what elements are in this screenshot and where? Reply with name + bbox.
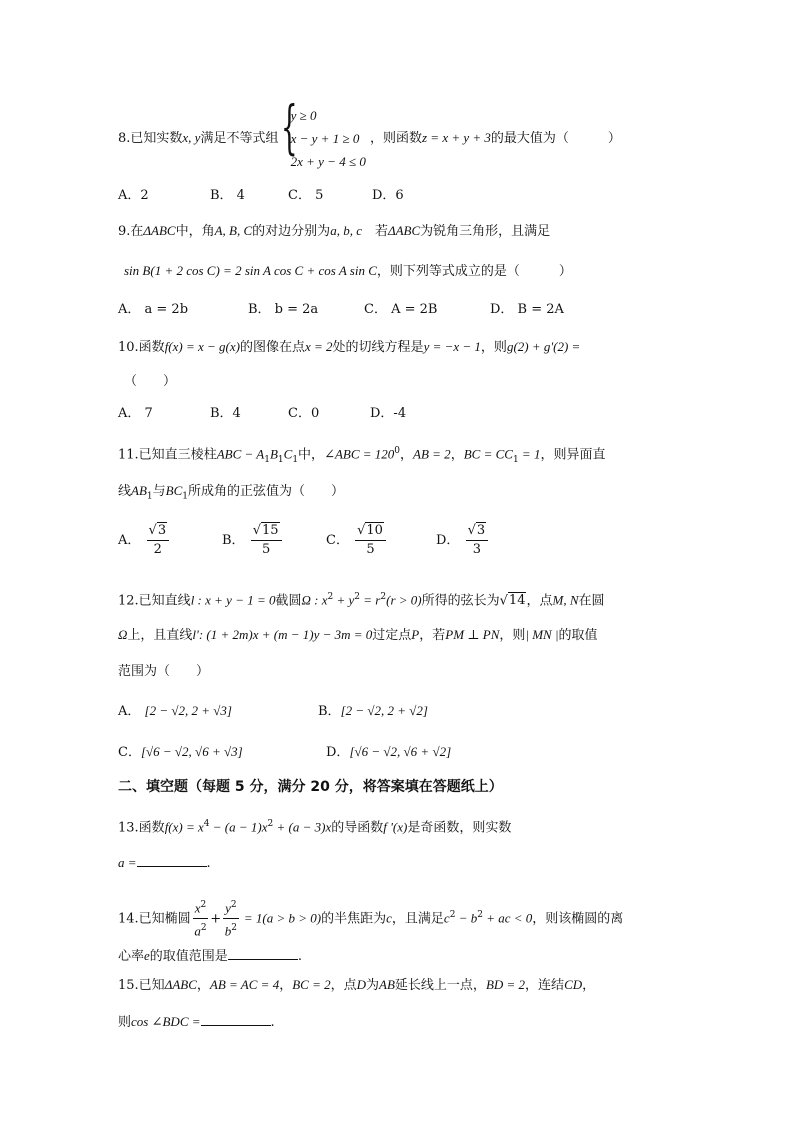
q15-text: ，连结: [525, 978, 565, 993]
q11-bc1: BC: [165, 483, 183, 498]
q11-option-c: [326, 522, 388, 559]
fraction-numerator: 3: [476, 523, 486, 538]
q8-inequality-system: [280, 93, 366, 173]
q14-period: .: [297, 949, 302, 964]
q11-ab1: AB: [131, 483, 147, 498]
q8-option-a: A．2: [118, 188, 149, 203]
q11-text: 中，: [298, 447, 325, 463]
q12-option-label: A．: [118, 704, 141, 719]
q15-triangle: ΔABC: [164, 977, 197, 992]
question-13-line-2: [118, 852, 211, 873]
q12-option-label: B．: [318, 704, 341, 719]
q10-text: 的图像在点: [239, 340, 305, 355]
q14-text: 14.已知椭圆: [118, 911, 191, 927]
question-12-line-3: 范围为（ ）: [118, 664, 210, 679]
q12-option-label: C．: [118, 745, 141, 760]
q8-ineq-3: 2x + y − 4 ≤ 0: [290, 154, 366, 169]
q13-function: + (a − 3)x: [273, 819, 332, 835]
q12-chord-length: 14: [508, 593, 526, 609]
q9-triangle: ΔABC: [387, 223, 421, 238]
q13-function: f(x) = x: [164, 819, 204, 835]
q12-points: M, N: [552, 592, 579, 608]
q12-text: 的取值: [558, 628, 598, 643]
fraction-numerator: 10: [366, 523, 383, 538]
q12-option-d-value: [√6 − √2, √6 + √2]: [349, 744, 452, 759]
q12-line: l : x + y − 1 = 0: [190, 592, 276, 608]
q10-text: 10.函数: [118, 340, 165, 355]
fraction-denominator: 5: [366, 542, 375, 557]
q11-angle: ∠ABC = 120: [324, 446, 395, 462]
q11-option-label: C．: [326, 533, 349, 548]
q15-text: 则: [118, 1015, 132, 1030]
q9-text: 中，角: [175, 224, 215, 239]
q11-option-label: D．: [436, 533, 460, 548]
q9-text: 的对边分别为: [252, 224, 331, 239]
q9-text: 若: [361, 224, 388, 239]
q11-text: ，则异面直: [540, 447, 606, 463]
fraction-denominator: 5: [261, 542, 271, 557]
question-11-line-1: 11.已知直三棱柱ABC − $A_1B_1C_1$中，∠ABC = $120^0$，AB = 2，BC = $CC_1 = 1$，则异面直: [118, 446, 606, 465]
q14-condition: = 1(a > b > 0): [240, 910, 322, 926]
question-10-line-2: （ ）: [124, 374, 177, 389]
q15-answer-blank[interactable]: [201, 1011, 271, 1026]
q15-text: 15.已知: [118, 978, 165, 993]
q12-perpendicular: PM ⊥ PN: [445, 627, 500, 642]
q8-ineq-2: x − y + 1 ≥ 0: [290, 131, 360, 146]
q8-vars: x, y: [182, 130, 201, 145]
q10-function: f(x) = x − g(x): [164, 339, 240, 354]
q14-answer-blank[interactable]: [228, 945, 298, 960]
q11-text: ，: [400, 447, 414, 463]
q10-option-b: B．4: [210, 406, 241, 421]
q15-ab: AB: [379, 977, 395, 992]
q13-text: 的导函数: [331, 820, 384, 836]
question-8: [118, 93, 621, 173]
q11-text: 11.已知直三棱柱: [118, 447, 217, 463]
q12-option-a-value: [2 − √2, 2 + √3]: [144, 703, 232, 718]
q9-text: ，则下列等式成立的是（ ）: [376, 264, 572, 279]
q15-text: ，点: [330, 978, 357, 993]
q8-option-c: C． 5: [288, 188, 324, 203]
q11-option-label: B．: [222, 533, 245, 548]
q12-text: 上，且直线: [127, 628, 193, 643]
q14-text: 的半焦距为: [321, 911, 387, 927]
fraction-numerator: 3: [157, 523, 167, 538]
q11-prism: B: [269, 446, 278, 462]
q12-text: 所得的弦长为: [421, 593, 500, 609]
q9-option-d: D． B = 2A: [490, 302, 564, 317]
question-14-line-1: 14.已知椭圆 $\frac{x^2}{a^2}$ + $\frac{y^2}{b^2}$ = 1(a > b > 0)的半焦距为c，且满足$c^2 - b^2$ + ac < 0，则该椭圆的离: [118, 896, 623, 942]
q8-text-4: 的最大值为（ ）: [490, 131, 621, 146]
q12-omega: Ω: [118, 627, 128, 642]
q9-triangle: ΔABC: [143, 223, 176, 238]
q14-inequality: − b: [455, 910, 478, 926]
q15-d: D: [356, 977, 367, 992]
q14-text: ，则该椭圆的离: [532, 911, 624, 927]
q13-variable: a =: [118, 855, 137, 870]
question-15-line-2: [118, 1011, 275, 1032]
q13-function: − (a − 1)x: [209, 819, 268, 835]
q12-option-c-value: [√6 − √2, √6 + √3]: [140, 744, 243, 759]
q8-text-3: ，则函数: [369, 131, 422, 146]
question-15-line-1: [118, 976, 595, 995]
q15-text: ，: [582, 978, 596, 993]
q11-prism: C: [283, 446, 293, 462]
q14-text: 的取值范围是: [149, 949, 228, 964]
q15-cd: CD: [564, 977, 583, 992]
q14-inequality: + ac < 0: [482, 910, 533, 926]
q11-option-label: A．: [118, 533, 141, 548]
q12-option-b: [318, 702, 428, 721]
q14-text: 心率: [118, 949, 145, 964]
q12-mn: | MN |: [525, 627, 559, 642]
q11-option-b-fraction: $\frac{√15}{5}$: [251, 522, 282, 559]
q15-period: .: [270, 1015, 275, 1030]
q11-option-c-fraction: $\frac{√10}{5}$: [355, 522, 386, 559]
q12-text: ，若: [419, 628, 446, 643]
brace-symbol: {: [280, 93, 298, 161]
fraction-denominator: 3: [472, 542, 481, 557]
q8-function: z = x + y + 3: [422, 130, 491, 145]
q9-text: 9.在: [118, 224, 144, 239]
q12-text: 在圆: [578, 593, 605, 609]
fraction-denominator: b: [224, 923, 232, 939]
q8-text: 8.已知实数: [118, 131, 183, 146]
q12-circle: Ω : x: [301, 592, 328, 608]
q9-angles: A, B, C: [214, 223, 253, 238]
q14-fraction-y: $\frac{y^2}{b^2}$: [223, 896, 239, 942]
q12-option-b-value: [2 − √2, 2 + √2]: [340, 703, 428, 718]
q11-prism: ABC − A: [216, 446, 265, 462]
q8-option-d: D．6: [372, 188, 404, 203]
q13-answer-blank[interactable]: [137, 852, 207, 867]
q13-period: .: [206, 856, 211, 871]
q14-inequality: c: [443, 910, 450, 926]
q12-circle: = r: [360, 592, 381, 608]
q10-tangent: y = −x − 1: [423, 339, 481, 354]
q11-text: 所成角的正弦值为（ ）: [188, 484, 345, 499]
q11-option-d: [436, 522, 490, 559]
question-10-line-1: [118, 338, 580, 357]
q10-option-d: D．-4: [370, 406, 407, 421]
q11-option-a: [118, 522, 171, 559]
q11-option-b: [222, 522, 284, 559]
question-9-line-1: [118, 222, 550, 241]
q13-text: 是奇函数，则实数: [407, 820, 512, 836]
q11-text: ，: [450, 447, 464, 463]
q14-c: c: [386, 910, 392, 926]
q10-expression: g(2) + g'(2) =: [506, 339, 581, 354]
q11-option-d-fraction: $\frac{√3}{3}$: [466, 522, 489, 559]
q15-bd: BD = 2: [485, 977, 526, 992]
q12-circle: (r > 0): [386, 592, 422, 608]
question-11-line-2: 线$AB_1$与$BC_1$所成角的正弦值为（ ）: [118, 483, 345, 502]
fraction-denominator: a: [194, 923, 201, 939]
q11-ab: AB = 2: [413, 446, 451, 462]
q10-option-c: C．0: [288, 406, 320, 421]
q12-option-d: [326, 743, 451, 762]
q15-sides: AB = AC = 4: [209, 977, 280, 992]
q11-text: 与: [152, 484, 166, 499]
q12-text: ，点: [526, 593, 553, 609]
q12-option-c: [118, 743, 243, 762]
q12-line-prime: l': (1 + 2m)x + (m − 1)y − 3m = 0: [192, 627, 373, 642]
q9-equation: sin B(1 + 2 cos C) = 2 sin A cos C + cos A sin C: [124, 263, 377, 278]
q15-bc: BC = 2: [292, 977, 331, 992]
q10-text: 处的切线方程是: [332, 340, 424, 355]
q15-text: ，: [279, 978, 293, 993]
q10-option-a: A． 7: [118, 406, 153, 421]
q8-ineq-1: y ≥ 0: [290, 108, 317, 123]
fraction-denominator: 2: [153, 542, 162, 557]
q11-bc: BC = CC: [463, 446, 513, 462]
q10-point: x = 2: [305, 339, 333, 354]
q9-option-a: A． a = 2b: [118, 302, 189, 317]
q15-text: 为: [366, 978, 380, 993]
q15-text: 延长线上一点，: [394, 978, 486, 993]
q11-bc: = 1: [518, 446, 541, 462]
q11-text: 线: [118, 484, 132, 499]
q14-fraction-x: $\frac{x^2}{a^2}$: [193, 896, 209, 942]
section-heading: 二、填空题（每题 5 分，满分 20 分，将答案填在答题纸上）: [118, 779, 503, 795]
q12-text: 截圆: [275, 593, 302, 609]
q11-option-a-fraction: $\frac{√3}{2}$: [147, 522, 170, 559]
q14-e: e: [144, 948, 150, 963]
q12-option-a: [118, 702, 232, 721]
q12-text: 12.已知直线: [118, 593, 191, 609]
q15-cos: cos ∠BDC =: [131, 1014, 201, 1029]
q10-text: ，则: [480, 340, 507, 355]
q8-text-2: 满足不等式组: [200, 131, 279, 146]
q13-text: 13.函数: [118, 820, 165, 836]
q15-text: ，: [196, 978, 210, 993]
q9-sides: a, b, c: [330, 223, 362, 238]
fraction-numerator: 15: [262, 523, 279, 538]
question-12-line-2: [118, 626, 598, 645]
q12-point-p: P: [411, 627, 420, 642]
q9-option-b: B． b = 2a: [248, 302, 319, 317]
fraction-numerator: x: [194, 900, 201, 916]
q12-text: ，则: [499, 628, 526, 643]
q14-text: ，且满足: [391, 911, 444, 927]
q9-option-c: C． A = 2B: [364, 302, 438, 317]
q9-text: 为锐角三角形，且满足: [420, 224, 551, 239]
q8-option-b: B． 4: [210, 188, 245, 203]
q12-circle: + y: [333, 592, 355, 608]
fraction-numerator: y: [225, 900, 231, 916]
q13-derivative: f '(x): [383, 819, 408, 835]
question-12-line-1: 12.已知直线l : x + y − 1 = 0截圆Ω : $x^2 + y^2 = r^2(r > 0)$所得的弦长为√14，点M, N在圆: [118, 592, 605, 609]
q12-text: 过定点: [372, 628, 412, 643]
q12-option-label: D．: [326, 745, 350, 760]
question-9-line-2: [124, 262, 572, 281]
question-14-line-2: [118, 945, 302, 966]
question-13-line-1: 13.函数$f(x) = x^4 - (a - 1)x^2 + (a - 3)x$的导函数f '(x)是奇函数，则实数: [118, 819, 512, 836]
